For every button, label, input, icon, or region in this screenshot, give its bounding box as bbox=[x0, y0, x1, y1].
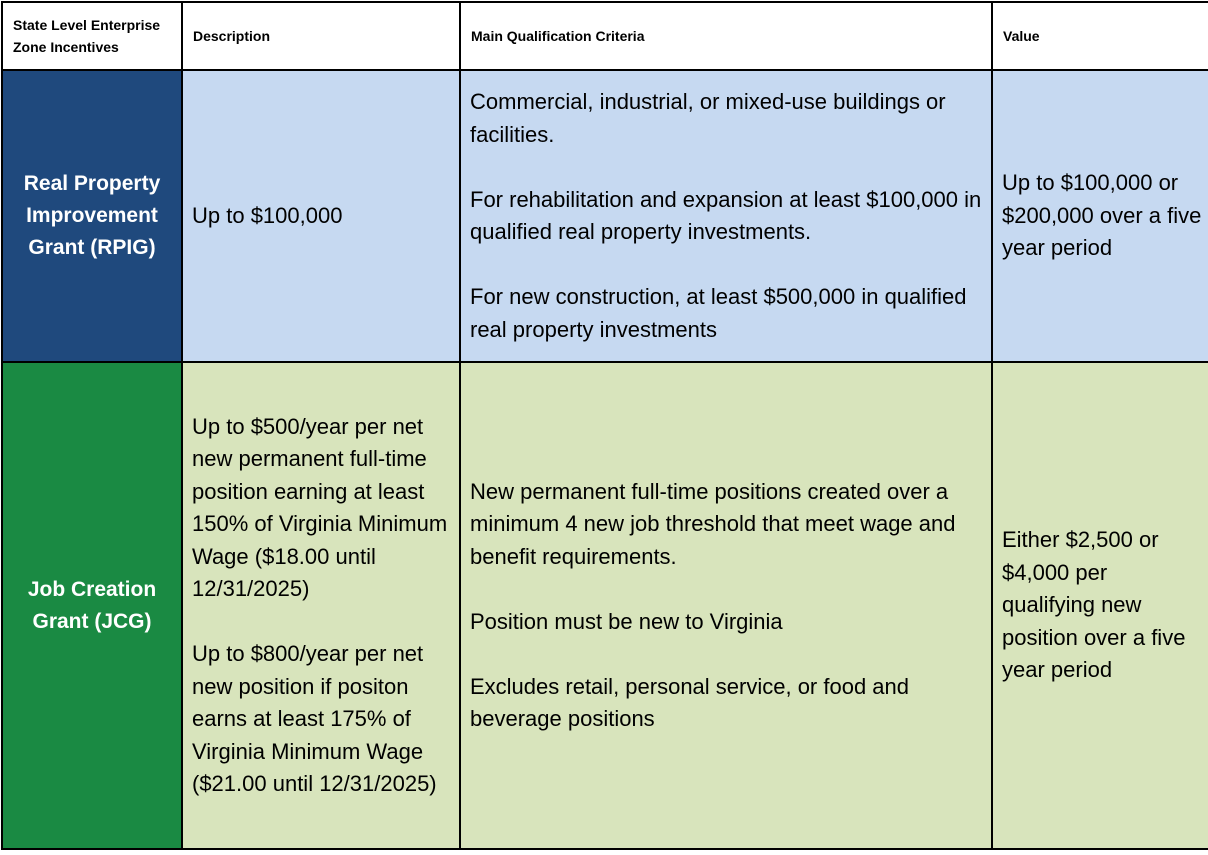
criteria-text: Commercial, industrial, or mixed-use buildings or facilities. bbox=[470, 89, 946, 147]
incentive-name-rpig: Real Property Improvement Grant (RPIG) bbox=[2, 70, 182, 362]
header-description: Description bbox=[182, 2, 460, 70]
criteria-jcg bbox=[460, 362, 992, 849]
header-incentives: State Level Enterprise Zone Incentives bbox=[2, 2, 182, 70]
value-jcg: Either $2,500 or $4,000 per qualifying new position over a five year period bbox=[992, 362, 1208, 849]
value-rpig: Up to $100,000 or $200,000 over a five year period bbox=[992, 70, 1208, 362]
description-text: Up to $100,000 bbox=[192, 202, 343, 228]
criteria-text: For new construction, at least $500,000 in qualified real property investments bbox=[470, 284, 967, 342]
criteria-text: Position must be new to Virginia bbox=[470, 608, 783, 634]
incentive-name-jcg: Job Creation Grant (JCG) bbox=[2, 362, 182, 849]
table-row-jcg bbox=[2, 362, 1208, 849]
description-text: Up to $500/year per net new permanent full-time position earning at least 150% of Virginia Minimum Wage ($18.00 until 12/31/2025) bbox=[192, 413, 448, 601]
criteria-text: Excludes retail, personal service, or food and beverage positions bbox=[470, 673, 910, 731]
criteria-text: For rehabilitation and expansion at least $100,000 in qualified real property investments. bbox=[470, 186, 982, 244]
header-row bbox=[2, 2, 1208, 70]
header-criteria: Main Qualification Criteria bbox=[460, 2, 992, 70]
description-rpig bbox=[182, 70, 460, 362]
description-text: Up to $800/year per net new position if positon earns at least 175% of Virginia Minimum Wage ($21.00 until 12/31/2025) bbox=[192, 641, 437, 796]
enterprise-zone-incentives-table bbox=[1, 1, 1208, 850]
criteria-text: New permanent full-time positions created over a minimum 4 new job threshold that meet wage and benefit requirements. bbox=[470, 478, 956, 569]
description-jcg bbox=[182, 362, 460, 849]
header-value: Value bbox=[992, 2, 1208, 70]
table-row-rpig bbox=[2, 70, 1208, 362]
criteria-rpig bbox=[460, 70, 992, 362]
